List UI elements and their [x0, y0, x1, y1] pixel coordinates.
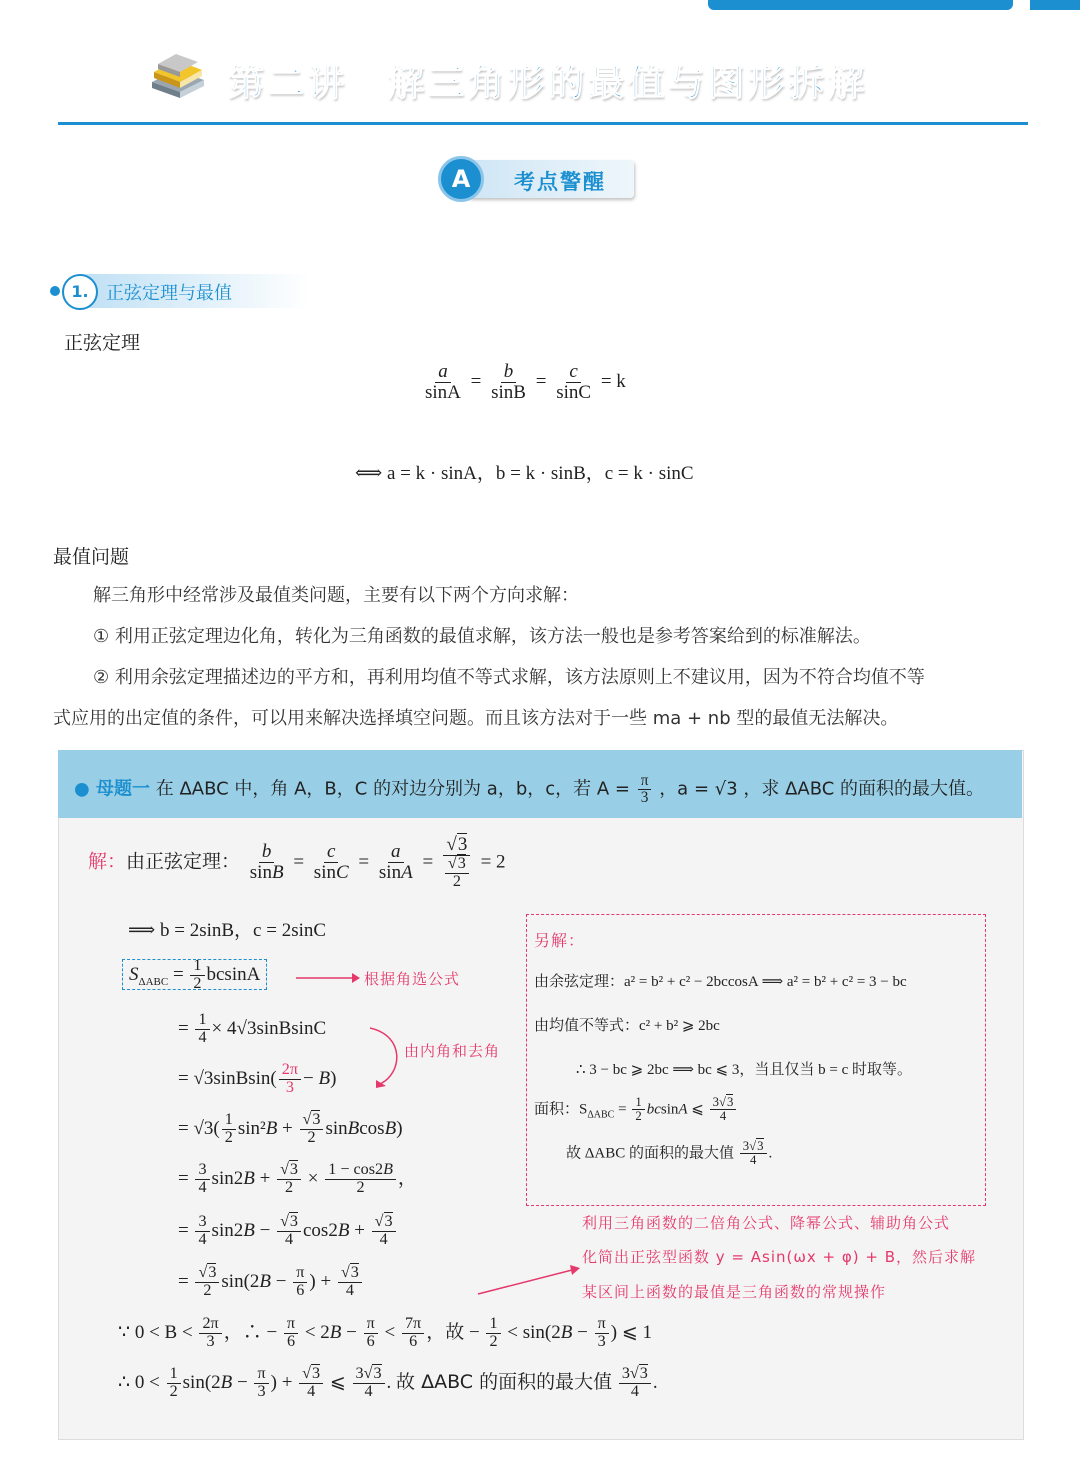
section-badge: A 考点警醒 — [438, 156, 636, 200]
range-line: ∵ 0 < B < $\frac{2\pi}{3}$ ，∴ − $\frac{\pi}{6}$ < 2B − $\frac{\pi}{6}$ < $\frac{7\pi}{6}$ ，故 − $\frac{1}{2}$ < sin(2B − $\frac{\pi}{3}$ ) ⩽ 1 — [118, 1315, 652, 1350]
solution-step1: = $\frac{1}{4}$ × 4√3sinBsinC — [178, 1011, 327, 1046]
paragraph-method2a: ② 利用余弦定理描述边的平方和，再利用均值不等式求解，该方法原则上不建议用，因为不符合均值不等 — [93, 667, 925, 688]
alt-line5: 故 ΔABC 的面积的最大值 $\frac{3√3}{4}$ . — [566, 1139, 773, 1168]
arrow-icon — [296, 970, 360, 986]
note-trig-2: 化简出正弦型函数 y = Asin(ωx + φ) + B，然后求解 — [582, 1248, 977, 1266]
top-tab-right — [1030, 0, 1080, 10]
alt-line4: 面积：$S_{\Delta ABC}$ = $\frac{1}{2}$ bcsinA ⩽ $\frac{3√3}{4}$ — [534, 1096, 738, 1124]
law-heading: 正弦定理 — [64, 332, 141, 354]
area-formula: $S_{\Delta ABC}$ = $\frac{1}{2}$ bcsinA — [122, 958, 267, 993]
alt-line1: 由余弦定理：a² = b² + c² − 2bccosA ⟹ a² = b² + c² = 3 − bc — [534, 974, 907, 990]
note-formula: 根据角选公式 — [364, 970, 461, 988]
sine-law-equivalence: ⟺ a = k · sinA，b = k · sinB，c = k · sinC — [355, 463, 694, 484]
page-title: 第二讲 解三角形的最值与图形拆解 — [228, 63, 869, 104]
note-angle: 由内角和去角 — [404, 1042, 501, 1060]
paragraph-intro: 解三角形中经常涉及最值类问题，主要有以下两个方向求解： — [93, 585, 579, 606]
curve-arrow-icon — [366, 1026, 406, 1090]
solution-step2: = √3sinBsin( $\frac{2\pi}{3}$ − B) — [178, 1061, 337, 1096]
solution-step5: = $\frac{3}{4}$ sin2B − $\frac{√3}{4}$ cos2B + $\frac{√3}{4}$ — [178, 1214, 398, 1249]
note-trig-3: 某区间上函数的最值是三角函数的常规操作 — [582, 1283, 887, 1301]
paragraph-method2b: 式应用的出定值的条件，可以用来解决选择填空问题。而且该方法对于一些 ma + nb 型的最值无法解决。 — [53, 708, 899, 729]
extremum-heading: 最值问题 — [53, 546, 130, 568]
final-line: ∴ 0 < $\frac{1}{2}$ sin(2B − $\frac{\pi}{3}$ ) + $\frac{√3}{4}$ ⩽ $\frac{3√3}{4}$ . 故 ΔABC 的面积的最大值 $\frac{3√3}{4}$ . — [118, 1365, 658, 1400]
book-stack-icon — [146, 52, 208, 108]
top-tab — [708, 0, 1013, 10]
solution-step6: = $\frac{√3}{2}$ sin(2B − $\frac{\pi}{6}$ ) + $\frac{√3}{4}$ — [178, 1265, 364, 1300]
section-heading: 1. 正弦定理与最值 — [50, 270, 310, 310]
alt-label: 另解： — [534, 931, 586, 950]
solution-line2: ⟹ b = 2sinB，c = 2sinC — [128, 920, 327, 941]
note-trig-1: 利用三角函数的二倍角公式、降幂公式、辅助角公式 — [582, 1214, 951, 1232]
solution-step4: = $\frac{3}{4}$ sin2B + $\frac{√3}{2}$ × $\frac{1 - \cos 2B}{2}$ ， — [178, 1161, 417, 1196]
alt-line3: ∴ 3 − bc ⩾ 2bc ⟹ bc ⩽ 3，当且仅当 b = c 时取等。 — [576, 1062, 912, 1078]
solution-step3: = √3( $\frac{1}{2}$ sin²B + $\frac{√3}{2}$ sinBcosB) — [178, 1111, 403, 1146]
problem-statement: ● 母题一 在 ΔABC 中，角 A，B，C 的对边分别为 a，b，c，若 A = $\frac{\pi}{3}$ ，a = √3 ，求 ΔABC 的面积的最大值。 — [74, 772, 985, 807]
solution-line1: 解：由正弦定理： $\frac{b}{\sin B}$ = $\frac{c}{\sin C}$ = $\frac{a}{\sin A}$ = $\frac{√3}{\frac{√3}{2}}$ = 2 — [88, 834, 506, 890]
note-arrow-icon — [476, 1264, 580, 1296]
paragraph-method1: ① 利用正弦定理边化角，转化为三角函数的最值求解，该方法一般也是参考答案给到的标准解法。 — [93, 626, 871, 647]
sine-law-formula: $\frac{a}{\sin A}$ = $\frac{b}{\sin B}$ = $\frac{c}{\sin C}$ = k — [425, 361, 626, 403]
title-divider — [58, 122, 1028, 125]
alt-line2: 由均值不等式：c² + b² ⩾ 2bc — [534, 1018, 720, 1034]
